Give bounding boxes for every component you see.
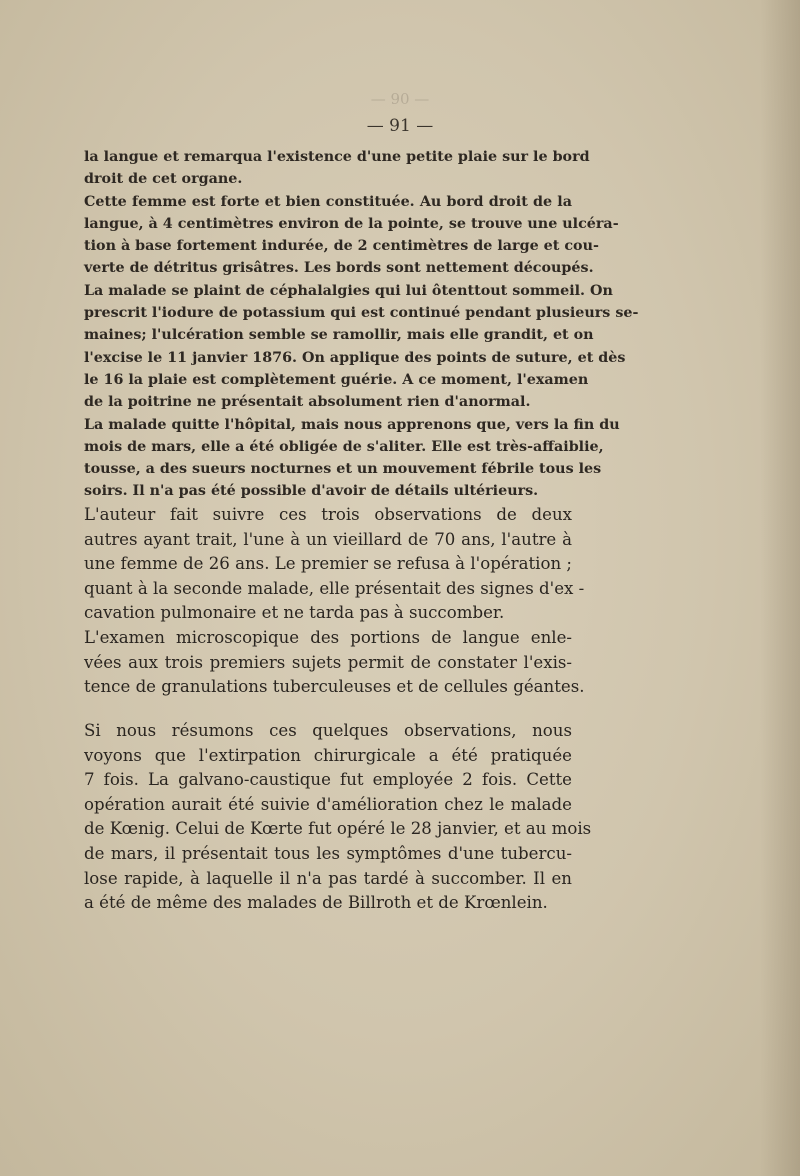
text-line: mois de mars, elle a été obligée de s'aliter. Elle est très-affaiblie, <box>84 438 604 455</box>
observation-paragraphs <box>84 146 639 503</box>
page-edge-shadow <box>760 0 800 1176</box>
text-line: voyons que l'extirpation chirurgicale a été pratiquée <box>84 745 572 765</box>
text-line: une femme de 26 ans. Le premier se refusa à l'opération ; <box>84 554 572 574</box>
auteur-paragraphs <box>84 503 585 700</box>
text-line: a été de même des malades de Billroth et de Krœnlein. <box>84 893 548 913</box>
text-line: tence de granulations tuberculeuses et de cellules géantes. <box>84 677 585 697</box>
text-line: tion à base fortement indurée, de 2 centimètres de large et cou- <box>84 238 599 255</box>
bleed-through-page-number: — 90 — <box>370 90 430 108</box>
text-line: La malade quitte l'hôpital, mais nous apprenons que, vers la fin du <box>84 416 620 433</box>
text-line: la langue et remarqua l'existence d'une petite plaie sur le bord <box>84 149 590 165</box>
text-line: verte de détritus grisâtres. Les bords sont nettement découpés. <box>84 260 594 277</box>
text-line: vées aux trois premiers sujets permit de constater l'exis- <box>84 652 572 672</box>
text-line: quant à la seconde malade, elle présentait des signes d'ex - <box>84 578 585 598</box>
text-line: cavation pulmonaire et ne tarda pas à succomber. <box>84 603 505 623</box>
text-line: lose rapide, à laquelle il n'a pas tardé à succomber. Il en <box>84 868 572 888</box>
text-line: prescrit l'iodure de potassium qui est continué pendant plusieurs se- <box>84 305 639 322</box>
resume-paragraph <box>84 719 592 916</box>
text-line: langue, à 4 centimètres environ de la pointe, se trouve une ulcéra- <box>84 215 619 232</box>
text-line: L'examen microscopique des portions de langue enle- <box>84 627 572 647</box>
text-line: de mars, il présentait tous les symptômes d'une tubercu- <box>84 843 572 863</box>
text-line: L'auteur fait suivre ces trois observations de deux <box>84 505 572 524</box>
text-line: droit de cet organe. <box>84 171 243 188</box>
text-line: Cette femme est forte et bien constituée. Au bord droit de la <box>84 193 572 210</box>
text-line: Si nous résumons ces quelques observations, nous <box>84 721 572 740</box>
text-line: tousse, a des sueurs nocturnes et un mouvement fébrile tous les <box>84 461 602 478</box>
text-line: le 16 la plaie est complètement guérie. A ce moment, l'examen <box>84 371 589 388</box>
text-line: de Kœnig. Celui de Kœrte fut opéré le 28 janvier, et au mois <box>84 819 592 839</box>
text-line: 7 fois. La galvano-caustique fut employée 2 fois. Cette <box>84 770 572 790</box>
text-line: l'excise le 11 janvier 1876. On applique des points de suture, et dès <box>84 349 626 366</box>
text-line: autres ayant trait, l'une à un vieillard de 70 ans, l'autre à <box>84 529 572 549</box>
text-line: La malade se plaint de céphalalgies qui lui ôtenttout sommeil. On <box>84 282 613 299</box>
text-line: soirs. Il n'a pas été possible d'avoir de détails ultérieurs. <box>84 483 539 500</box>
text-line: de la poitrine ne présentait absolument rien d'anormal. <box>84 394 531 411</box>
text-line: maines; l'ulcération semble se ramollir, mais elle grandit, et on <box>84 327 594 344</box>
page-number: — 91 — <box>366 116 434 136</box>
text-line: opération aurait été suivie d'amélioration chez le malade <box>84 794 572 814</box>
